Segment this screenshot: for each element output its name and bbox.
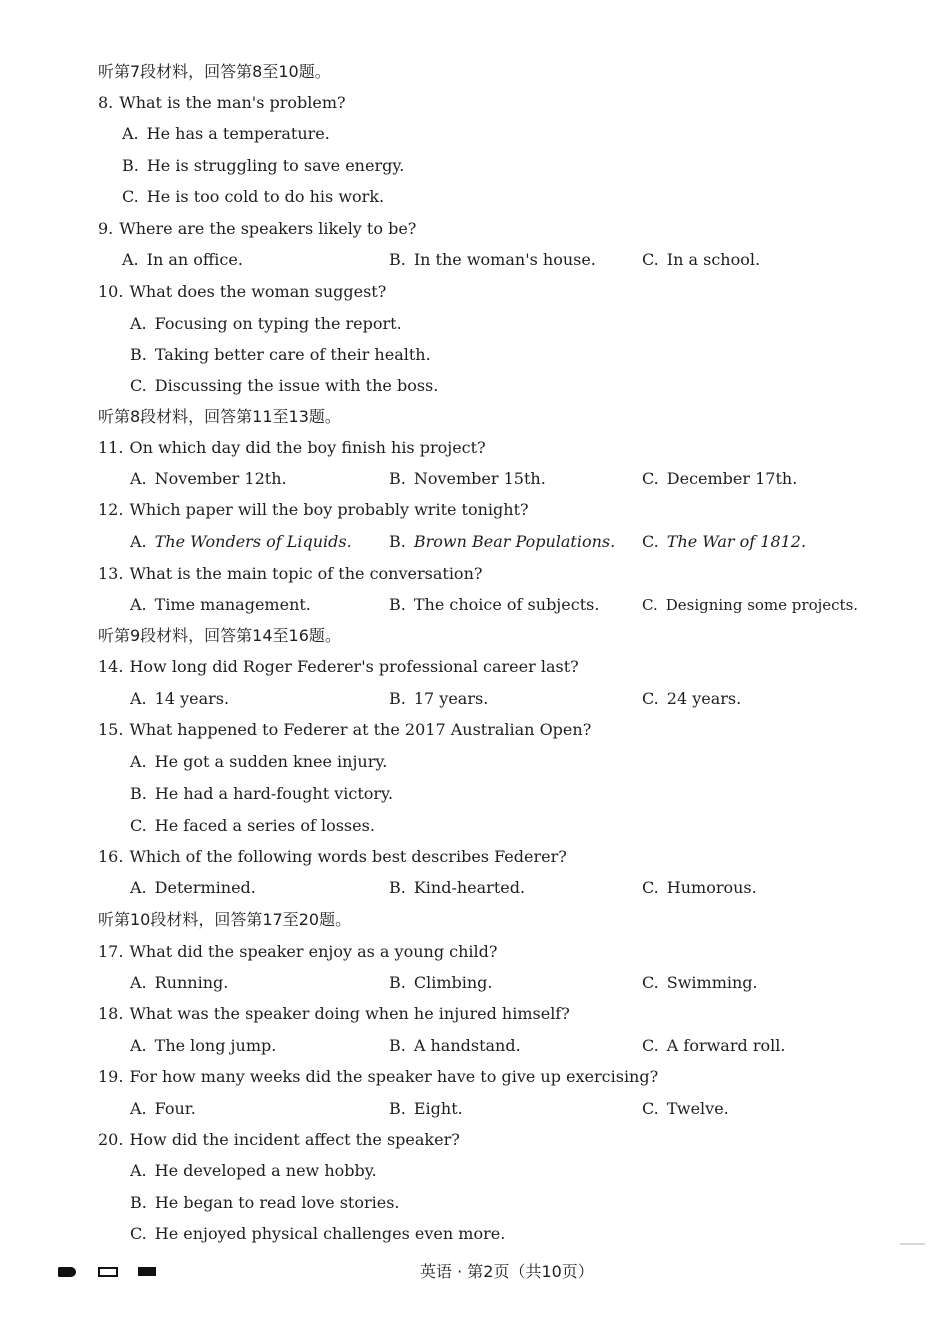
option-text: A handstand. <box>413 1036 521 1055</box>
question-text: Where are the speakers likely to be? <box>119 219 417 238</box>
option-letter: B. <box>130 784 147 803</box>
question-11 <box>98 438 486 458</box>
option-12a <box>130 532 352 552</box>
question-number: 20. <box>98 1130 124 1149</box>
option-13a <box>130 595 311 615</box>
option-text: 24 years. <box>666 689 742 708</box>
page-number-footer: 英语 · 第2页（共10页） <box>420 1262 594 1281</box>
question-16 <box>98 847 567 867</box>
option-letter: B. <box>130 1193 147 1212</box>
option-11b <box>389 469 546 489</box>
option-19c <box>642 1099 729 1119</box>
section-header: 听第9段材料，回答第14至16题。 <box>98 626 341 645</box>
option-letter: C. <box>130 1224 147 1243</box>
question-number: 19. <box>98 1067 124 1086</box>
option-letter: A. <box>130 532 147 551</box>
option-text: He has a temperature. <box>146 124 330 143</box>
option-text: He had a hard-fought victory. <box>154 784 394 803</box>
option-text: In the woman's house. <box>413 250 596 269</box>
option-16a <box>130 878 256 898</box>
question-18 <box>98 1004 570 1024</box>
option-14a <box>130 689 229 709</box>
option-18b <box>389 1036 521 1056</box>
question-number: 12. <box>98 500 124 519</box>
option-text: Four. <box>154 1099 196 1118</box>
option-text: He developed a new hobby. <box>154 1161 377 1180</box>
option-text: Swimming. <box>666 973 758 992</box>
option-9c <box>642 250 760 270</box>
option-text: Brown Bear Populations. <box>413 532 616 551</box>
option-16c <box>642 878 757 898</box>
option-letter: C. <box>122 187 139 206</box>
option-10b <box>130 345 431 365</box>
option-17b <box>389 973 492 993</box>
option-text: The War of 1812. <box>666 532 807 551</box>
option-15b <box>130 784 393 804</box>
option-20a <box>130 1161 377 1181</box>
option-text: In an office. <box>146 250 243 269</box>
option-text: Time management. <box>154 595 311 614</box>
question-number: 10. <box>98 282 124 301</box>
question-20 <box>98 1130 460 1150</box>
option-letter: A. <box>122 124 139 143</box>
option-text: 17 years. <box>413 689 489 708</box>
question-text: Which paper will the boy probably write tonight? <box>129 500 529 519</box>
option-11a <box>130 469 287 489</box>
option-8a <box>122 124 330 144</box>
option-text: Taking better care of their health. <box>154 345 431 364</box>
option-letter: A. <box>122 250 139 269</box>
registration-mark-filled <box>58 1267 76 1277</box>
question-15 <box>98 720 591 740</box>
question-number: 8. <box>98 93 114 112</box>
question-9 <box>98 219 416 239</box>
option-letter: C. <box>642 1036 659 1055</box>
question-number: 11. <box>98 438 124 457</box>
option-letter: C. <box>642 532 659 551</box>
question-text: What does the woman suggest? <box>129 282 387 301</box>
question-number: 16. <box>98 847 124 866</box>
option-11c <box>642 469 797 489</box>
option-letter: B. <box>389 250 406 269</box>
option-letter: A. <box>130 1099 147 1118</box>
option-letter: C. <box>642 878 659 897</box>
question-19 <box>98 1067 658 1087</box>
question-8 <box>98 93 346 113</box>
option-letter: B. <box>389 973 406 992</box>
question-number: 9. <box>98 219 114 238</box>
option-10c <box>130 376 438 396</box>
option-text: Discussing the issue with the boss. <box>154 376 439 395</box>
option-9a <box>122 250 243 270</box>
question-text: What was the speaker doing when he injured himself? <box>129 1004 570 1023</box>
option-letter: A. <box>130 1161 147 1180</box>
option-text: He enjoyed physical challenges even more. <box>154 1224 506 1243</box>
question-text: What is the man's problem? <box>119 93 346 112</box>
question-number: 17. <box>98 942 124 961</box>
registration-mark-filled <box>138 1267 156 1276</box>
question-number: 14. <box>98 657 124 676</box>
option-text: Climbing. <box>413 973 493 992</box>
option-19a <box>130 1099 196 1119</box>
option-letter: B. <box>130 345 147 364</box>
option-letter: C. <box>642 596 658 614</box>
option-letter: B. <box>389 1099 406 1118</box>
option-9b <box>389 250 596 270</box>
option-letter: C. <box>130 376 147 395</box>
option-13c <box>642 595 858 615</box>
option-text: Focusing on typing the report. <box>154 314 402 333</box>
option-letter: B. <box>389 469 406 488</box>
option-text: Eight. <box>413 1099 463 1118</box>
option-text: In a school. <box>666 250 761 269</box>
option-letter: A. <box>130 314 147 333</box>
option-14c <box>642 689 741 709</box>
question-number: 18. <box>98 1004 124 1023</box>
option-8c <box>122 187 384 207</box>
option-letter: C. <box>642 250 659 269</box>
option-letter: C. <box>642 1099 659 1118</box>
section-header: 听第8段材料，回答第11至13题。 <box>98 407 341 426</box>
question-text: How did the incident affect the speaker? <box>129 1130 460 1149</box>
option-letter: B. <box>389 878 406 897</box>
option-text: December 17th. <box>666 469 798 488</box>
section-header: 听第7段材料，回答第8至10题。 <box>98 62 331 81</box>
option-text: Running. <box>154 973 229 992</box>
option-text: He got a sudden knee injury. <box>154 752 388 771</box>
option-8b <box>122 156 404 176</box>
question-text: For how many weeks did the speaker have to give up exercising? <box>129 1067 659 1086</box>
question-17 <box>98 942 497 962</box>
option-text: Kind-hearted. <box>413 878 526 897</box>
option-text: He is too cold to do his work. <box>146 187 385 206</box>
option-letter: A. <box>130 595 147 614</box>
question-13 <box>98 564 482 584</box>
option-15a <box>130 752 387 772</box>
option-text: The Wonders of Liquids. <box>154 532 352 551</box>
option-12c <box>642 532 806 552</box>
question-text: Which of the following words best describes Federer? <box>129 847 567 866</box>
option-18c <box>642 1036 785 1056</box>
option-letter: A. <box>130 878 147 897</box>
option-16b <box>389 878 525 898</box>
option-text: The choice of subjects. <box>413 595 600 614</box>
option-letter: B. <box>389 595 406 614</box>
option-12b <box>389 532 615 552</box>
option-letter: B. <box>389 689 406 708</box>
option-text: Humorous. <box>666 878 757 897</box>
question-number: 13. <box>98 564 124 583</box>
option-text: The long jump. <box>154 1036 277 1055</box>
question-text: How long did Roger Federer's professional career last? <box>129 657 579 676</box>
option-letter: B. <box>389 1036 406 1055</box>
option-17c <box>642 973 758 993</box>
registration-mark-outline <box>98 1267 118 1277</box>
option-letter: C. <box>642 469 659 488</box>
option-text: He faced a series of losses. <box>154 816 375 835</box>
option-letter: A. <box>130 469 147 488</box>
question-text: What did the speaker enjoy as a young child? <box>129 942 498 961</box>
option-text: He is struggling to save energy. <box>146 156 405 175</box>
option-text: November 15th. <box>413 469 546 488</box>
option-14b <box>389 689 488 709</box>
option-letter: A. <box>130 752 147 771</box>
option-text: November 12th. <box>154 469 287 488</box>
option-17a <box>130 973 228 993</box>
option-letter: B. <box>122 156 139 175</box>
question-12 <box>98 500 529 520</box>
question-14 <box>98 657 579 677</box>
option-20c <box>130 1224 505 1244</box>
question-number: 15. <box>98 720 124 739</box>
option-letter: A. <box>130 689 147 708</box>
option-19b <box>389 1099 463 1119</box>
option-letter: C. <box>642 689 659 708</box>
question-text: On which day did the boy finish his project? <box>129 438 486 457</box>
option-letter: A. <box>130 973 147 992</box>
option-text: Designing some projects. <box>665 596 859 614</box>
option-letter: B. <box>389 532 406 551</box>
option-18a <box>130 1036 276 1056</box>
scan-smudge <box>900 1243 925 1245</box>
option-letter: C. <box>642 973 659 992</box>
section-header: 听第10段材料，回答第17至20题。 <box>98 910 352 929</box>
option-text: A forward roll. <box>666 1036 786 1055</box>
option-text: Determined. <box>154 878 256 897</box>
question-10 <box>98 282 386 302</box>
option-text: Twelve. <box>666 1099 729 1118</box>
option-10a <box>130 314 402 334</box>
option-20b <box>130 1193 400 1213</box>
option-13b <box>389 595 599 615</box>
option-15c <box>130 816 375 836</box>
option-text: 14 years. <box>154 689 230 708</box>
option-letter: C. <box>130 816 147 835</box>
question-text: What is the main topic of the conversation? <box>129 564 483 583</box>
option-letter: A. <box>130 1036 147 1055</box>
option-text: He began to read love stories. <box>154 1193 400 1212</box>
question-text: What happened to Federer at the 2017 Australian Open? <box>129 720 592 739</box>
